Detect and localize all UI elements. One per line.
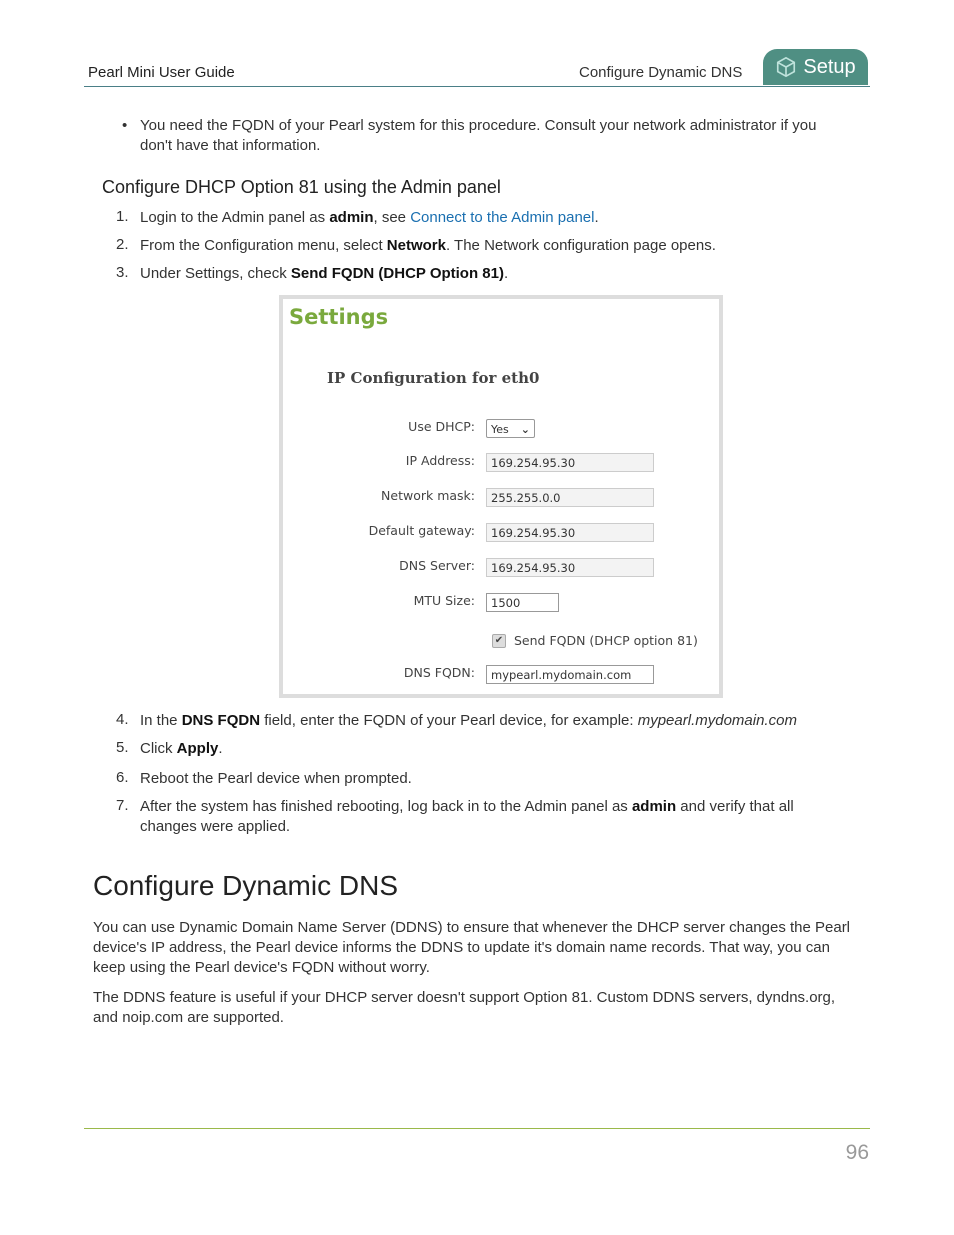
paragraph-1: You can use Dynamic Domain Name Server (DDNS) to ensure that whenever the DHCP server changes the Pearl device's IP address, the Pearl device informs the DDNS to update it's domain name records. That way, you can keep using the Pearl device's FQDN without worry. [93,919,851,976]
ip-label: IP Address: [405,453,475,468]
checkbox-checked-icon[interactable]: ✔ [492,634,506,648]
step-text-part: After the system has finished rebooting, log back in to the Admin panel as [140,798,632,815]
chevron-down-icon: ⌄ [520,423,530,436]
use-dhcp-select[interactable] [486,419,535,438]
step-text-part: Reboot the Pearl device when prompted. [140,770,412,787]
subheading: Configure DHCP Option 81 using the Admin panel [102,177,501,197]
tab-label: Setup [803,55,856,78]
bullet-item: • You need the FQDN of your Pearl system for this procedure. Consult your network administrator if you don't have that information. [122,116,842,156]
step-bold: admin [329,209,374,226]
paragraph-2: The DDNS feature is useful if your DHCP server doesn't support Option 81. Custom DDNS servers, dyndns.org, and noip.com are supported. [93,989,836,1026]
step-text-part: field, enter the FQDN of your Pearl device, for example: [260,712,638,729]
dns-server-field[interactable]: 169.254.95.30 [486,558,654,577]
step-bold: Send FQDN (DHCP Option 81) [290,265,504,282]
step-number: 5. [116,739,129,756]
step-text-part: In the [140,712,182,729]
step-text-part: From the Configuration menu, select [140,237,387,254]
mask-label: Network mask: [381,488,475,503]
step-text [140,739,840,759]
box-icon [775,56,797,78]
step-bold: admin [631,798,677,815]
step-text [140,711,840,731]
step-text-part: Login to the Admin panel as [140,209,330,226]
section-heading: Configure Dynamic DNS [93,870,398,901]
admin-panel-link[interactable]: Connect to the Admin panel [410,209,595,226]
step-text-part: , see [373,209,411,226]
step-text [140,769,840,789]
step-number: 6. [116,769,129,786]
settings-screenshot [279,295,723,698]
step-number: 4. [116,711,129,728]
use-dhcp-value: Yes [491,423,509,436]
dns-fqdn-field[interactable]: mypearl.mydomain.com [486,665,654,684]
mtu-field[interactable]: 1500 [486,593,559,612]
settings-title: Settings [289,305,389,329]
ip-config-heading: IP Configuration for eth0 [327,369,540,387]
step-bold: Network [386,237,446,254]
bullet-text: You need the FQDN of your Pearl system for this procedure. Consult your network administrator if you don't have that information. [140,117,817,154]
step-bold: DNS FQDN [181,712,261,729]
setup-tab [763,49,868,85]
network-mask-field[interactable]: 255.255.0.0 [486,488,654,507]
step-number: 7. [116,797,129,814]
fqdn-label: DNS FQDN: [403,665,475,680]
step-text-part: . [503,265,509,282]
step-text-part: . [218,740,223,757]
dns-label: DNS Server: [399,558,475,573]
step-text-part: . The Network configuration page opens. [445,237,716,254]
use-dhcp-label: Use DHCP: [408,419,475,434]
step-text-part: and verify that all changes were applied. [140,798,794,835]
send-fqdn-option[interactable] [492,633,698,648]
step-text [140,236,840,256]
step-text [140,797,840,837]
step-text-part: . [594,209,599,226]
page-number: 96 [845,1141,869,1164]
step-number: 1. [116,208,129,225]
footer-rule [84,1128,870,1129]
step-text [140,264,840,284]
doc-title: Pearl Mini User Guide [88,64,235,81]
step-text-part: Click [140,740,177,757]
step-text-part: Under Settings, check [140,265,291,282]
gateway-label: Default gateway: [368,523,475,538]
header-rule [84,86,870,87]
step-number: 3. [116,264,129,281]
step-number: 2. [116,236,129,253]
step-text [140,208,840,228]
step-bold: Apply [176,740,219,757]
gateway-field[interactable]: 169.254.95.30 [486,523,654,542]
mtu-label: MTU Size: [413,593,475,608]
step-example: mypearl.mydomain.com [637,712,797,729]
send-fqdn-label: Send FQDN (DHCP option 81) [514,633,698,648]
ip-address-field[interactable]: 169.254.95.30 [486,453,654,472]
section-title: Configure Dynamic DNS [579,64,743,81]
